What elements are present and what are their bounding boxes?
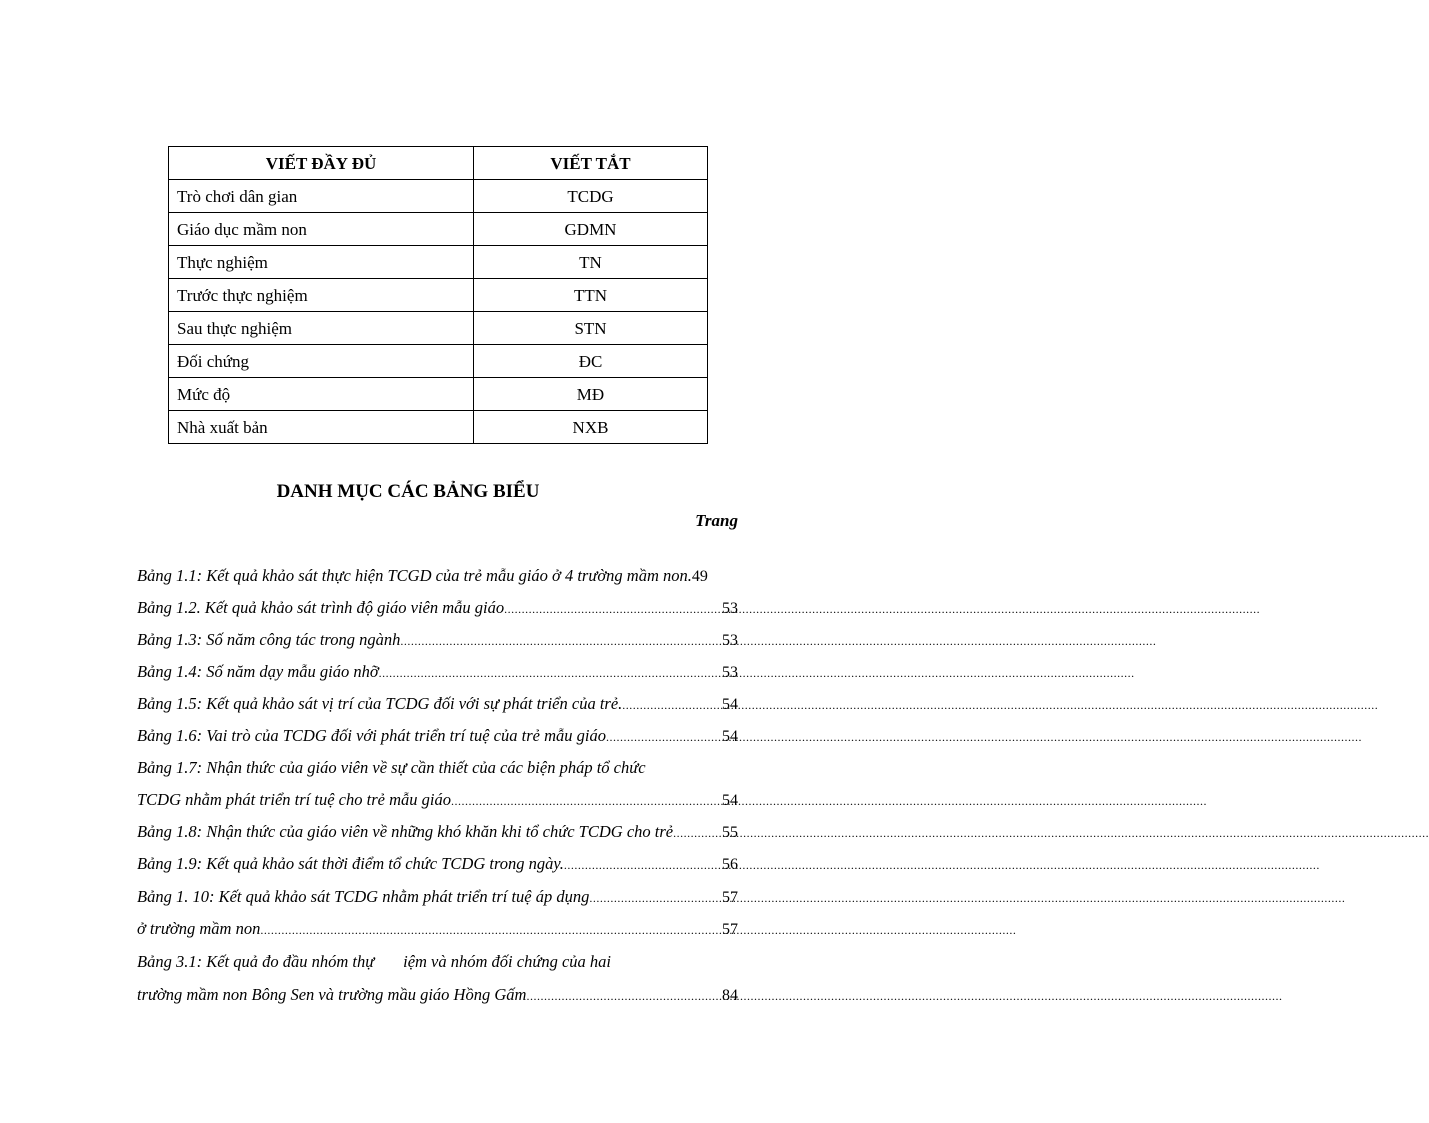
toc-entry-page: 54 xyxy=(722,792,738,809)
toc-entry-text: ở trường mầm non xyxy=(137,919,261,938)
abbreviation-cell: NXB xyxy=(474,411,708,444)
full-form-cell: Đối chứng xyxy=(169,345,474,378)
page-column-header: Trang xyxy=(695,511,738,530)
toc-entry[interactable] xyxy=(137,693,738,715)
toc-entry-page: 84 xyxy=(722,987,738,1004)
toc-entry[interactable] xyxy=(137,661,738,683)
abbreviation-cell: TN xyxy=(474,246,708,279)
toc-entry-page: 55 xyxy=(722,824,738,841)
toc-leader-dots xyxy=(504,598,722,620)
toc-leader-dots xyxy=(260,919,722,941)
abbreviation-cell: TCDG xyxy=(474,180,708,213)
toc-leader-dots xyxy=(451,790,722,812)
toc-entry[interactable] xyxy=(137,725,738,747)
full-form-cell: Nhà xuất bản xyxy=(169,411,474,444)
toc-entry-page: 54 xyxy=(722,728,738,745)
header-full-form: VIẾT ĐẦY ĐỦ xyxy=(169,147,474,180)
abbreviation-row xyxy=(169,180,708,213)
toc-leader-dots xyxy=(564,854,722,876)
full-form-cell: Trước thực nghiệm xyxy=(169,279,474,312)
abbreviation-cell: MĐ xyxy=(474,378,708,411)
toc-entry[interactable] xyxy=(137,886,738,908)
toc-entry-page: 49 xyxy=(691,568,708,585)
toc-entry-text: Bảng 1.3: Số năm công tác trong ngành xyxy=(137,630,401,649)
abbreviation-row xyxy=(169,345,708,378)
abbreviation-row xyxy=(169,279,708,312)
full-form-cell: Sau thực nghiệm xyxy=(169,312,474,345)
toc-leader-dots xyxy=(606,726,722,748)
toc-entry-continued[interactable]: Bảng 1.7: Nhận thức của giáo viên về sự cần thiết của các biện pháp tổ chức xyxy=(137,758,646,777)
abbreviation-header-row xyxy=(169,147,708,180)
toc-leader-dots xyxy=(589,887,722,909)
toc-entry-text: Bảng 1.2. Kết quả khảo sát trình độ giáo viên mẫu giáo xyxy=(137,598,505,617)
toc-leader-dots xyxy=(526,985,722,1007)
abbreviation-row xyxy=(169,411,708,444)
abbreviation-cell: STN xyxy=(474,312,708,345)
abbreviation-row xyxy=(169,312,708,345)
full-form-cell: Thực nghiệm xyxy=(169,246,474,279)
abbreviation-row xyxy=(169,378,708,411)
toc-entry-text: Bảng 1.5: Kết quả khảo sát vị trí của TCDG đối với sự phát triển của trẻ. xyxy=(137,694,623,713)
toc-leader-dots xyxy=(622,694,722,716)
toc-entry-page: 53 xyxy=(722,600,738,617)
toc-leader-dots xyxy=(673,822,722,844)
toc-entry-page: 57 xyxy=(722,921,738,938)
toc-entry[interactable] xyxy=(137,918,738,940)
toc-entry-page: 53 xyxy=(722,632,738,649)
abbreviation-row xyxy=(169,213,708,246)
toc-entry-text: TCDG nhằm phát triển trí tuệ cho trẻ mẫu giáo xyxy=(137,790,451,809)
toc-entry-page: 54 xyxy=(722,696,738,713)
abbreviation-cell: TTN xyxy=(474,279,708,312)
toc-entry-text: trường mầm non Bông Sen và trường mầu giáo Hồng Gấm xyxy=(137,985,527,1004)
abbreviation-cell: ĐC xyxy=(474,345,708,378)
toc-entry-text: Bảng 1.1: Kết quả khảo sát thực hiện TCGD của trẻ mẫu giáo ở 4 trường mầm non. xyxy=(137,566,692,585)
toc-entry[interactable] xyxy=(137,629,738,651)
toc-leader-dots xyxy=(400,630,722,652)
toc-entry-text: Bảng 1.4: Số năm dạy mẫu giáo nhỡ xyxy=(137,662,379,681)
toc-entry-page: 53 xyxy=(722,664,738,681)
table-list-title: DANH MỤC CÁC BẢNG BIỂU xyxy=(276,481,540,502)
toc-entry[interactable] xyxy=(137,565,738,587)
full-form-cell: Trò chơi dân gian xyxy=(169,180,474,213)
toc-entry-text: Bảng 1.6: Vai trò của TCDG đối với phát triển trí tuệ của trẻ mẫu giáo xyxy=(137,726,606,745)
toc-entry[interactable] xyxy=(137,821,738,843)
toc-entry-text: Bảng 1.8: Nhận thức của giáo viên về những khó khăn khi tổ chức TCDG cho trẻ xyxy=(137,822,674,841)
toc-leader-dots xyxy=(379,662,722,684)
toc-entry[interactable] xyxy=(137,984,738,1006)
full-form-cell: Mức độ xyxy=(169,378,474,411)
toc-entry-page: 56 xyxy=(722,856,738,873)
toc-entry[interactable] xyxy=(137,853,738,875)
abbreviation-cell: GDMN xyxy=(474,213,708,246)
abbreviation-row xyxy=(169,246,708,279)
toc-entry-continued[interactable]: Bảng 3.1: Kết quả đo đầu nhóm thự iệm và nhóm đối chứng của hai xyxy=(137,952,611,971)
toc-entry-page: 57 xyxy=(722,889,738,906)
header-abbreviation: VIẾT TẮT xyxy=(474,147,708,180)
full-form-cell: Giáo dục mầm non xyxy=(169,213,474,246)
toc-entry-text: Bảng 1. 10: Kết quả khảo sát TCDG nhằm phát triển trí tuệ áp dụng xyxy=(137,887,590,906)
toc-entry-text: Bảng 1.9: Kết quả khảo sát thời điểm tổ chức TCDG trong ngày. xyxy=(137,854,564,873)
toc-entry[interactable] xyxy=(137,789,738,811)
toc-entry[interactable] xyxy=(137,597,738,619)
abbreviation-table xyxy=(168,146,708,444)
